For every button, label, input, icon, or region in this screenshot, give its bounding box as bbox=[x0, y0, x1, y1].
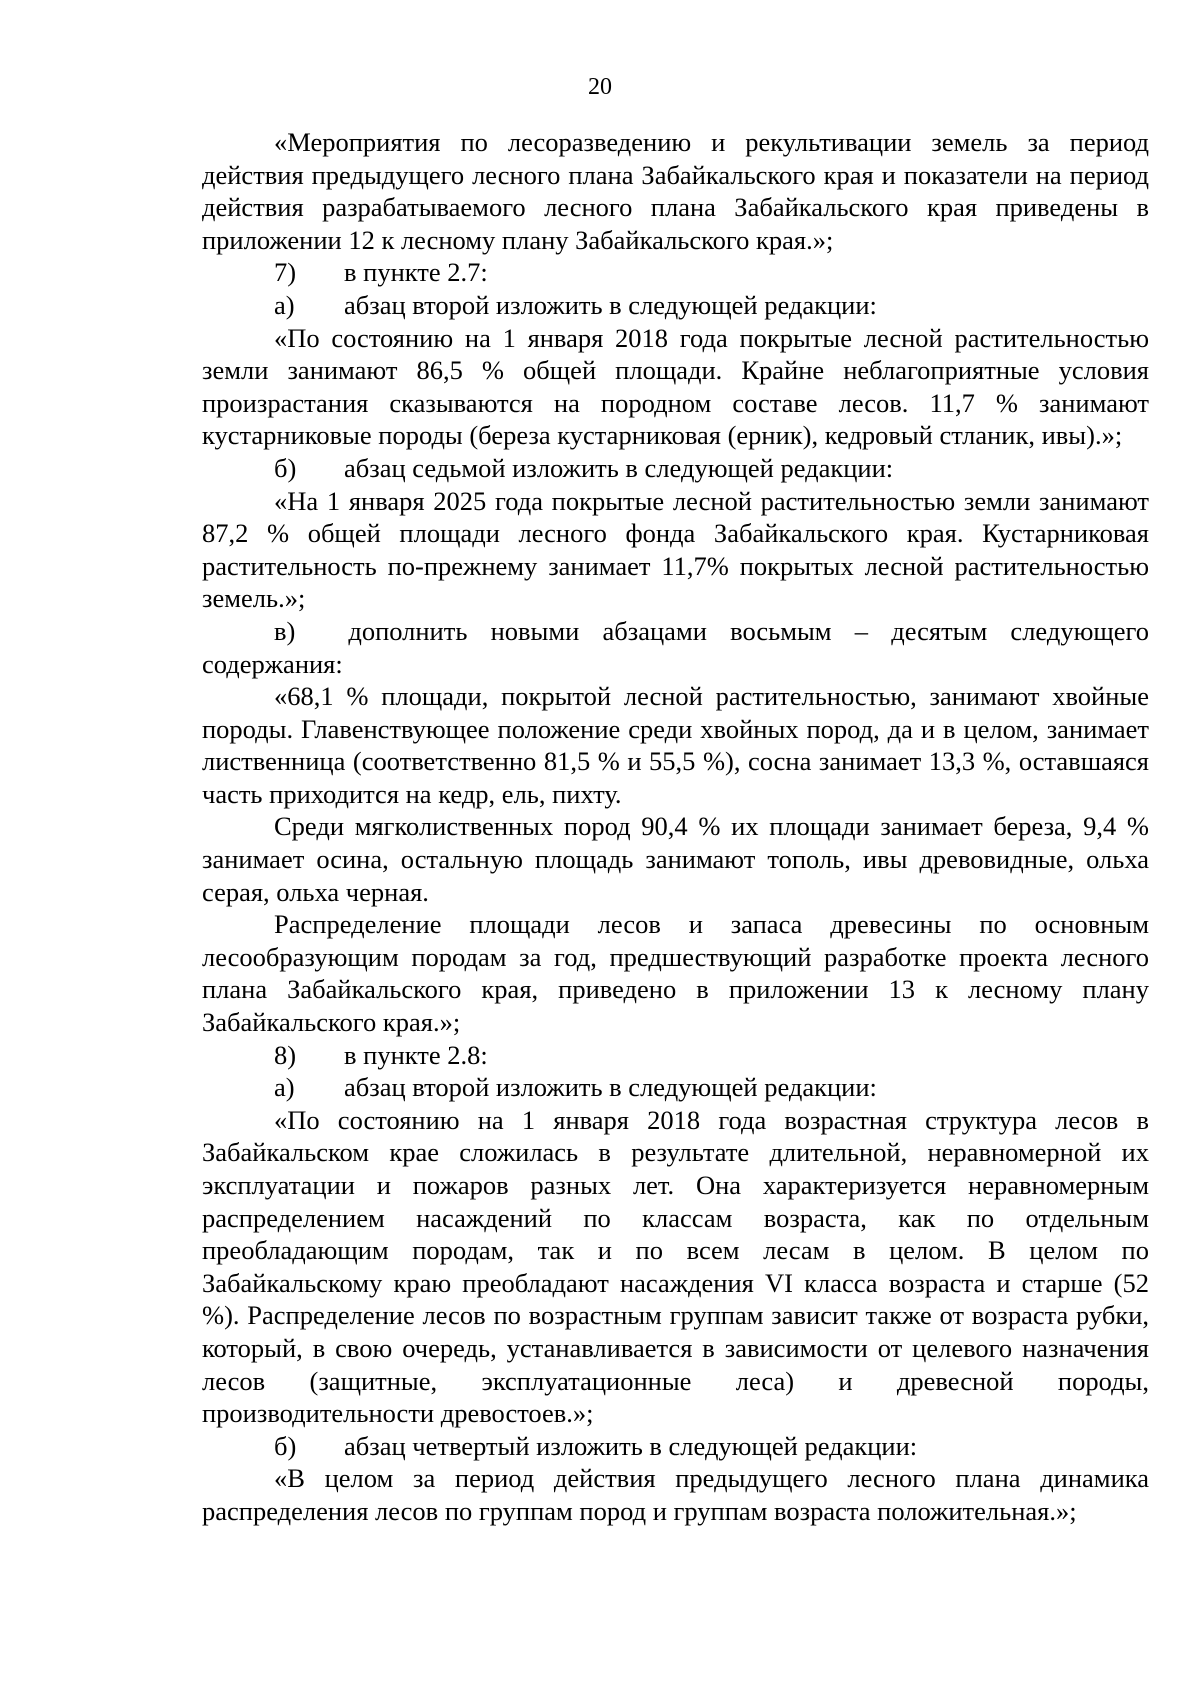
list-item-text: в пункте 2.8: bbox=[344, 1039, 488, 1070]
list-item bbox=[202, 289, 1149, 322]
document-body bbox=[202, 126, 1149, 1528]
list-item bbox=[202, 1071, 1149, 1104]
paragraph: «В целом за период действия предыдущего лесного плана динамика распределения лесов по группам пород и группам возраста положительная.»; bbox=[202, 1463, 1149, 1526]
paragraph: в) дополнить новыми абзацами восьмым – десятым следующего содержания: bbox=[202, 615, 1149, 679]
list-marker: б) bbox=[274, 452, 297, 483]
list-item bbox=[202, 1039, 1149, 1072]
paragraph: «На 1 января 2025 года покрытые лесной растительностью земли занимают 87,2 % общей площади лесного фонда Забайкальского края. Кустарниковая растительность по-прежнему занимает 11,7% покрытых лесной растительностью земель.»; bbox=[202, 485, 1149, 614]
paragraph: «Мероприятия по лесоразведению и рекультивации земель за период действия предыдущего лесного плана Забайкальского края и показатели на период действия разрабатываемого лесного плана Забайкальского края приведены в приложении 12 к лесному плану Забайкальского края.»; bbox=[202, 127, 1149, 255]
paragraph: «По состоянию на 1 января 2018 года покрытые лесной растительностью земли занимают 86,5 % общей площади. Крайне неблагоприятные условия произрастания сказываются на породном составе лесов. 11,7 % занимают кустарниковые породы (береза кустарниковая (ерник), кедровый стланик, ивы).»; bbox=[202, 322, 1149, 451]
page-number: 20 bbox=[588, 74, 612, 100]
list-item-text: абзац седьмой изложить в следующей редакции: bbox=[344, 452, 894, 483]
paragraph: Распределение площади лесов и запаса древесины по основным лесообразующим породам за год, предшествующий разработке проекта лесного плана Забайкальского края, приведено в приложении 13 к лесному плану Забайкальского края.»; bbox=[202, 909, 1149, 1038]
paragraph: «По состоянию на 1 января 2018 года возрастная структура лесов в Забайкальском крае сложилась в результате длительной, неравномерной их эксплуатации и пожаров разных лет. Она характеризуется неравномерным распределением насаждений по классам возраста, как по отдельным преобладающим породам, так и по всем лесам в целом. В целом по Забайкальскому краю преобладают насаждения VI класса возраста и старше (52 %). Распределение лесов по возрастным группам зависит также от возраста рубки, который, в свою очередь, устанавливается в зависимости от целевого назначения лесов (защитные, эксплуатационные леса) и древесной породы, производительности древостоев.»; bbox=[202, 1104, 1149, 1429]
list-marker: а) bbox=[274, 1072, 295, 1103]
list-marker: 8) bbox=[274, 1039, 297, 1070]
list-marker: б) bbox=[274, 1430, 297, 1461]
list-item-text: в пункте 2.7: bbox=[344, 257, 488, 288]
list-item-text: абзац второй изложить в следующей редакции: bbox=[344, 289, 877, 320]
list-item bbox=[202, 452, 1149, 485]
list-item-text: абзац второй изложить в следующей редакции: bbox=[344, 1072, 877, 1103]
list-item-text: абзац четвертый изложить в следующей редакции: bbox=[344, 1430, 918, 1461]
list-item bbox=[202, 256, 1149, 289]
list-marker: а) bbox=[274, 289, 295, 320]
list-item bbox=[202, 1430, 1149, 1463]
paragraph: «68,1 % площади, покрытой лесной растительностью, занимают хвойные породы. Главенствующее положение среди хвойных пород, да и в целом, занимает лиственница (соответственно 81,5 % и 55,5 %), сосна занимает 13,3 %, оставшаяся часть приходится на кедр, ель, пихту. bbox=[202, 681, 1149, 809]
paragraph: Среди мягколиственных пород 90,4 % их площади занимает береза, 9,4 % занимает осина, остальную площадь занимают тополь, ивы древовидные, ольха серая, ольха черная. bbox=[202, 811, 1149, 907]
list-marker: 7) bbox=[274, 257, 297, 288]
